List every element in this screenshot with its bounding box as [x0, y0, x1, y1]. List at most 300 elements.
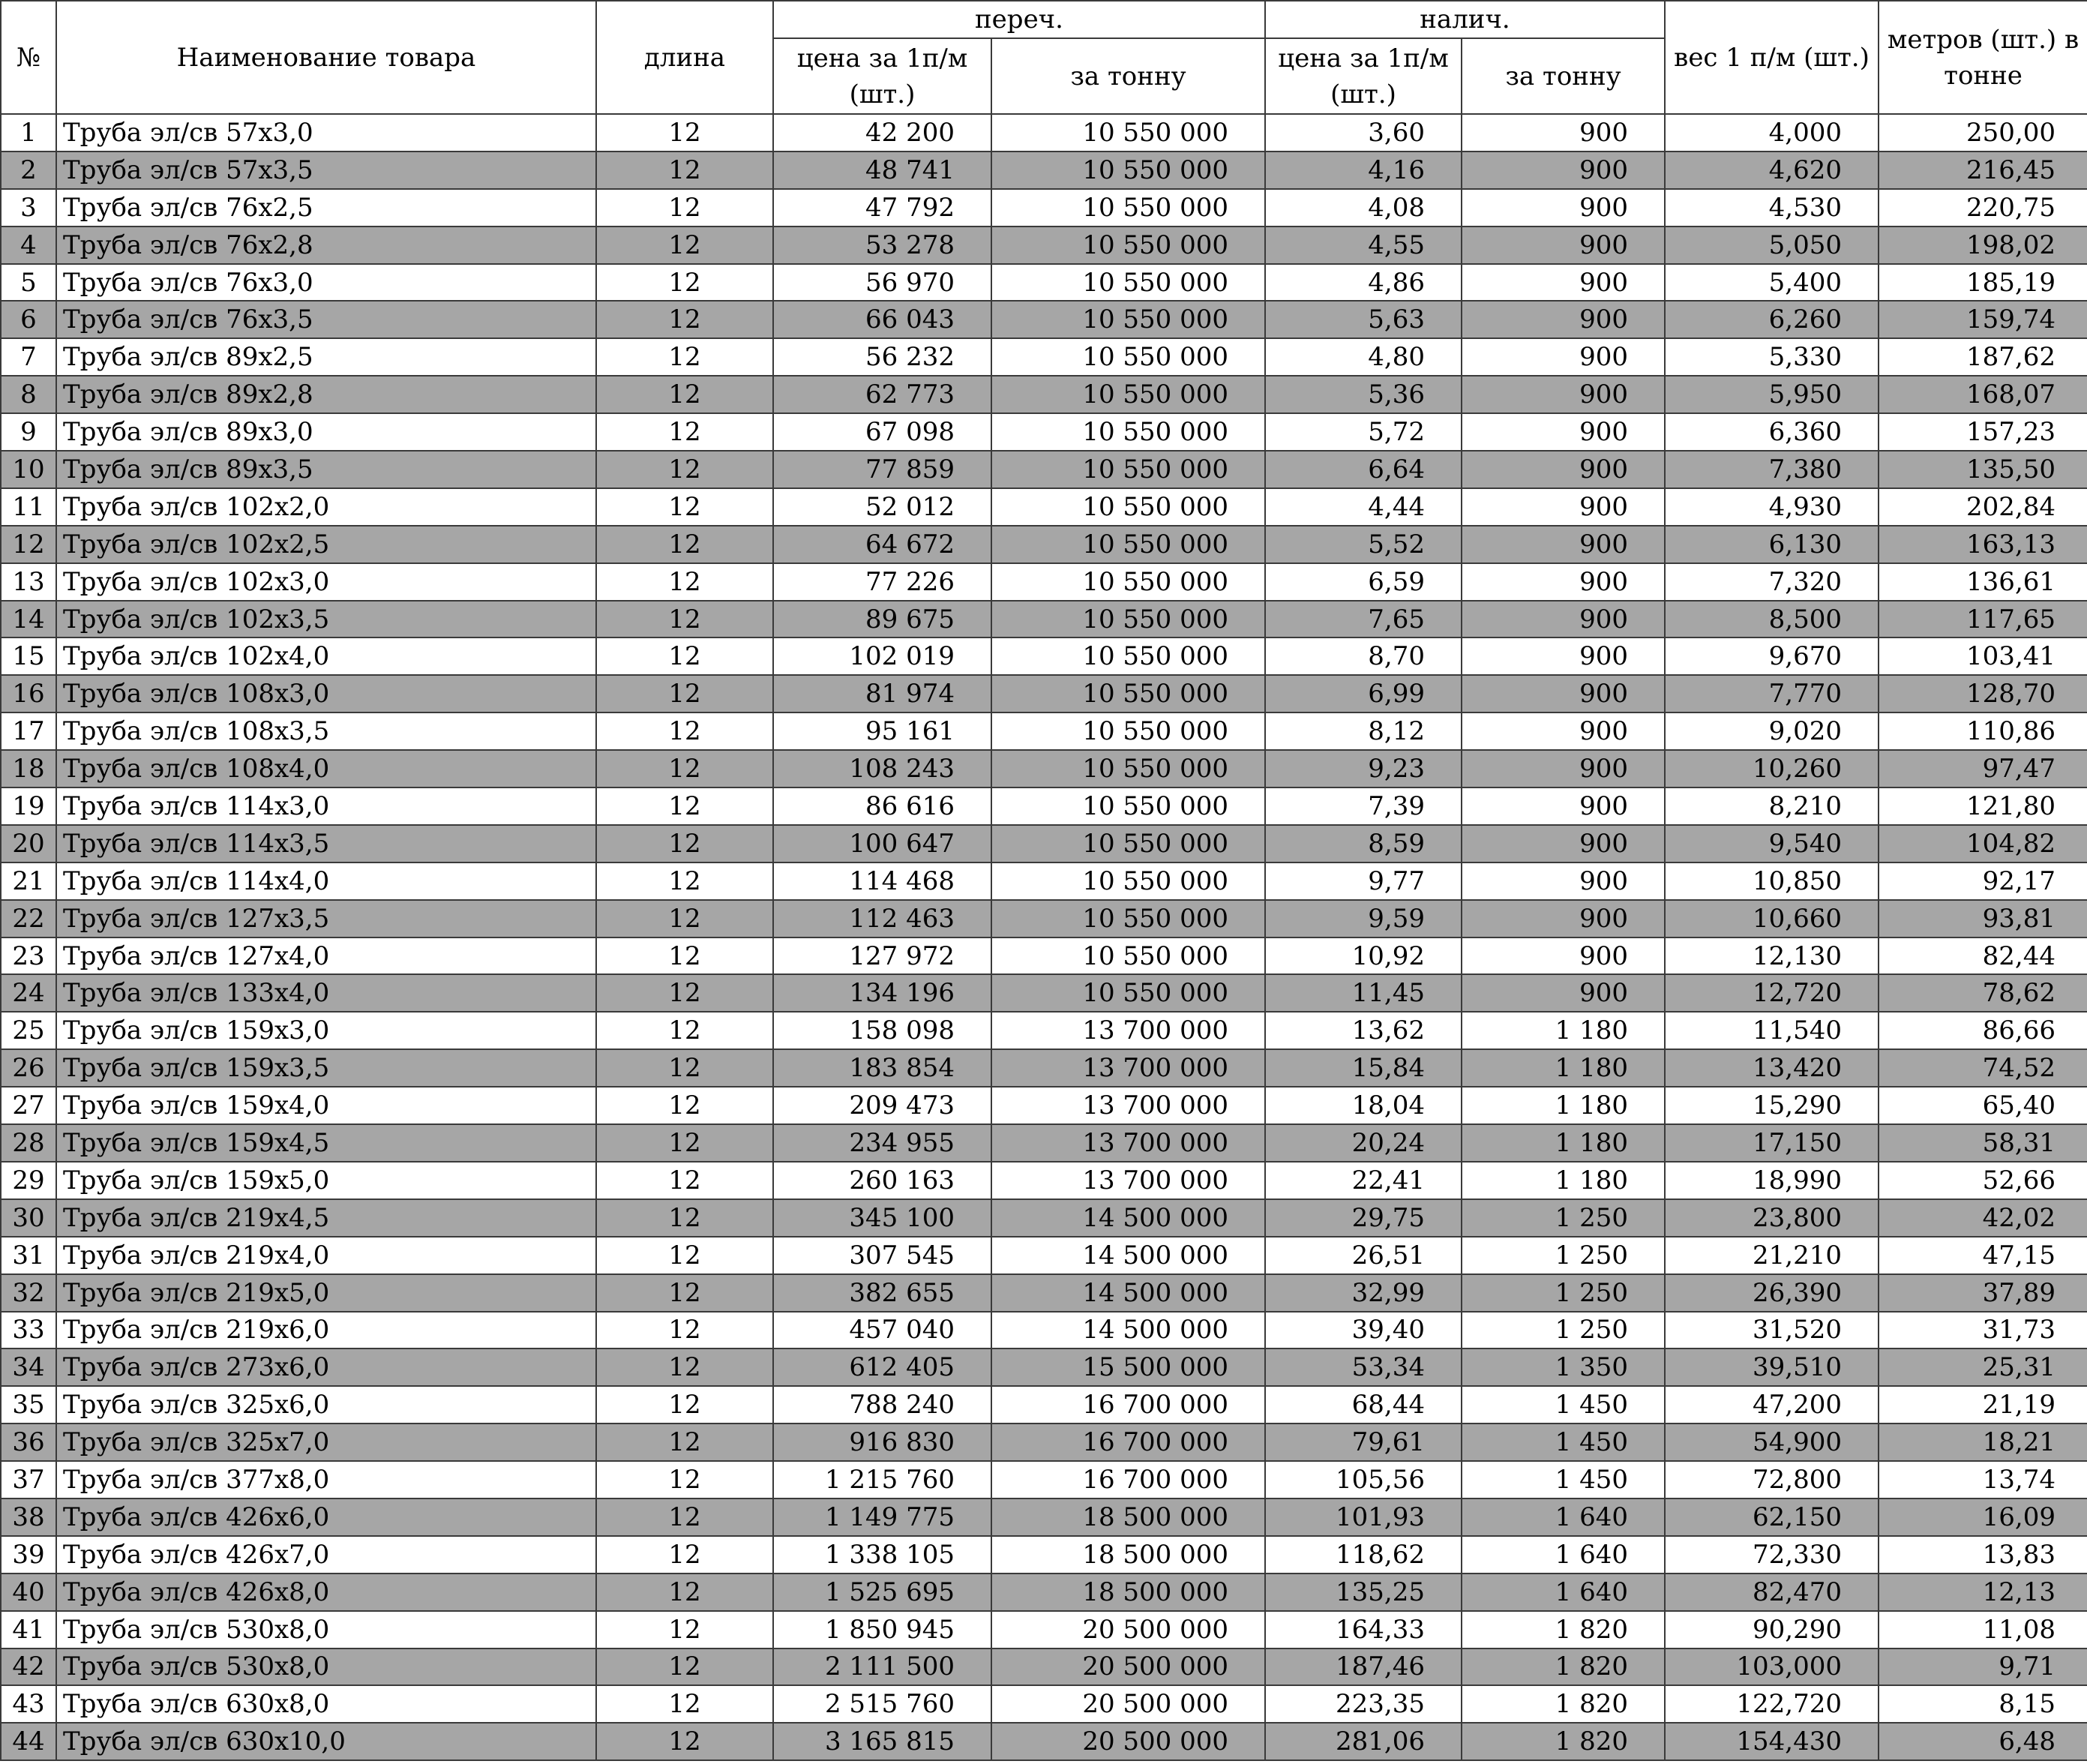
table-row [1, 1199, 2087, 1237]
cell-cash-price: 9,59 [1265, 900, 1462, 938]
cell-meters-per-ton: 136,61 [1879, 563, 2087, 601]
cell-num: 32 [1, 1274, 56, 1312]
cell-cash-ton: 900 [1462, 563, 1665, 601]
cell-num: 20 [1, 825, 56, 862]
cell-cash-price: 18,04 [1265, 1087, 1462, 1124]
header-name: Наименование товара [56, 1, 596, 114]
cell-name: Труба эл/св 159х3,5 [56, 1049, 596, 1087]
cell-name: Труба эл/св 630х10,0 [56, 1723, 596, 1760]
cell-num: 35 [1, 1386, 56, 1424]
cell-meters-per-ton: 135,50 [1879, 451, 2087, 488]
table-row [1, 1012, 2087, 1049]
cell-transfer-price: 56 232 [773, 338, 991, 376]
cell-meters-per-ton: 13,83 [1879, 1536, 2087, 1574]
cell-transfer-price: 108 243 [773, 750, 991, 788]
cell-transfer-price: 66 043 [773, 301, 991, 338]
cell-cash-price: 4,08 [1265, 189, 1462, 226]
cell-num: 29 [1, 1162, 56, 1199]
cell-weight: 122,720 [1665, 1685, 1879, 1723]
cell-cash-price: 4,44 [1265, 488, 1462, 526]
table-row [1, 413, 2087, 451]
cell-cash-price: 32,99 [1265, 1274, 1462, 1312]
cell-transfer-ton: 10 550 000 [991, 712, 1265, 750]
cell-length: 12 [596, 1199, 773, 1237]
cell-name: Труба эл/св 159х4,0 [56, 1087, 596, 1124]
cell-cash-ton: 1 640 [1462, 1574, 1665, 1611]
cell-weight: 12,720 [1665, 974, 1879, 1012]
cell-name: Труба эл/св 325х6,0 [56, 1386, 596, 1424]
cell-num: 27 [1, 1087, 56, 1124]
table-row [1, 152, 2087, 189]
cell-transfer-ton: 16 700 000 [991, 1424, 1265, 1461]
cell-transfer-price: 345 100 [773, 1199, 991, 1237]
cell-meters-per-ton: 104,82 [1879, 825, 2087, 862]
cell-transfer-price: 114 468 [773, 862, 991, 900]
cell-name: Труба эл/св 102х4,0 [56, 638, 596, 675]
cell-weight: 82,470 [1665, 1574, 1879, 1611]
cell-transfer-ton: 10 550 000 [991, 264, 1265, 302]
cell-num: 1 [1, 114, 56, 152]
cell-weight: 6,360 [1665, 413, 1879, 451]
cell-transfer-price: 3 165 815 [773, 1723, 991, 1760]
cell-weight: 9,670 [1665, 638, 1879, 675]
cell-transfer-price: 47 792 [773, 189, 991, 226]
cell-meters-per-ton: 18,21 [1879, 1424, 2087, 1461]
cell-transfer-price: 62 773 [773, 376, 991, 413]
cell-transfer-ton: 10 550 000 [991, 938, 1265, 975]
cell-transfer-ton: 13 700 000 [991, 1049, 1265, 1087]
table-row [1, 1274, 2087, 1312]
cell-transfer-price: 382 655 [773, 1274, 991, 1312]
cell-transfer-ton: 20 500 000 [991, 1723, 1265, 1760]
cell-cash-price: 8,12 [1265, 712, 1462, 750]
cell-transfer-price: 77 226 [773, 563, 991, 601]
cell-transfer-ton: 14 500 000 [991, 1237, 1265, 1274]
cell-cash-price: 5,63 [1265, 301, 1462, 338]
header-cash-ton: за тонну [1462, 38, 1665, 114]
cell-num: 36 [1, 1424, 56, 1461]
cell-cash-price: 4,16 [1265, 152, 1462, 189]
cell-cash-ton: 900 [1462, 974, 1665, 1012]
cell-cash-ton: 900 [1462, 900, 1665, 938]
cell-num: 28 [1, 1124, 56, 1162]
cell-cash-price: 79,61 [1265, 1424, 1462, 1461]
cell-cash-ton: 900 [1462, 938, 1665, 975]
cell-cash-ton: 900 [1462, 451, 1665, 488]
cell-cash-price: 9,77 [1265, 862, 1462, 900]
cell-cash-ton: 1 820 [1462, 1648, 1665, 1686]
table-row [1, 114, 2087, 152]
cell-length: 12 [596, 938, 773, 975]
cell-weight: 6,260 [1665, 301, 1879, 338]
cell-transfer-price: 183 854 [773, 1049, 991, 1087]
cell-transfer-price: 112 463 [773, 900, 991, 938]
cell-cash-price: 39,40 [1265, 1312, 1462, 1349]
table-row [1, 712, 2087, 750]
cell-num: 21 [1, 862, 56, 900]
cell-num: 3 [1, 189, 56, 226]
cell-transfer-price: 81 974 [773, 675, 991, 712]
cell-meters-per-ton: 163,13 [1879, 526, 2087, 563]
cell-cash-ton: 1 180 [1462, 1049, 1665, 1087]
cell-meters-per-ton: 13,74 [1879, 1461, 2087, 1498]
table-row [1, 1461, 2087, 1498]
cell-transfer-price: 612 405 [773, 1348, 991, 1386]
cell-num: 41 [1, 1611, 56, 1648]
cell-length: 12 [596, 563, 773, 601]
cell-cash-price: 7,65 [1265, 601, 1462, 638]
cell-transfer-ton: 10 550 000 [991, 376, 1265, 413]
cell-num: 11 [1, 488, 56, 526]
table-row [1, 938, 2087, 975]
cell-cash-price: 3,60 [1265, 114, 1462, 152]
cell-name: Труба эл/св 89х3,5 [56, 451, 596, 488]
cell-cash-price: 9,23 [1265, 750, 1462, 788]
cell-length: 12 [596, 1648, 773, 1686]
cell-num: 33 [1, 1312, 56, 1349]
cell-length: 12 [596, 1087, 773, 1124]
cell-transfer-price: 102 019 [773, 638, 991, 675]
cell-transfer-price: 48 741 [773, 152, 991, 189]
table-row [1, 601, 2087, 638]
cell-meters-per-ton: 117,65 [1879, 601, 2087, 638]
table-row [1, 1312, 2087, 1349]
table-row [1, 563, 2087, 601]
cell-num: 4 [1, 226, 56, 264]
cell-cash-ton: 900 [1462, 601, 1665, 638]
cell-meters-per-ton: 21,19 [1879, 1386, 2087, 1424]
cell-length: 12 [596, 1723, 773, 1760]
cell-name: Труба эл/св 127х4,0 [56, 938, 596, 975]
cell-weight: 7,380 [1665, 451, 1879, 488]
cell-length: 12 [596, 750, 773, 788]
cell-length: 12 [596, 1124, 773, 1162]
cell-meters-per-ton: 168,07 [1879, 376, 2087, 413]
cell-cash-price: 105,56 [1265, 1461, 1462, 1498]
cell-length: 12 [596, 152, 773, 189]
cell-cash-ton: 1 180 [1462, 1087, 1665, 1124]
cell-num: 2 [1, 152, 56, 189]
cell-name: Труба эл/св 102х3,5 [56, 601, 596, 638]
cell-meters-per-ton: 65,40 [1879, 1087, 2087, 1124]
cell-cash-price: 4,86 [1265, 264, 1462, 302]
cell-transfer-price: 64 672 [773, 526, 991, 563]
table-row [1, 264, 2087, 302]
cell-cash-price: 20,24 [1265, 1124, 1462, 1162]
cell-cash-ton: 900 [1462, 638, 1665, 675]
cell-weight: 4,530 [1665, 189, 1879, 226]
cell-transfer-ton: 16 700 000 [991, 1461, 1265, 1498]
cell-cash-price: 4,80 [1265, 338, 1462, 376]
cell-weight: 21,210 [1665, 1237, 1879, 1274]
cell-cash-price: 6,59 [1265, 563, 1462, 601]
cell-cash-ton: 900 [1462, 226, 1665, 264]
cell-meters-per-ton: 58,31 [1879, 1124, 2087, 1162]
cell-cash-ton: 900 [1462, 413, 1665, 451]
cell-cash-ton: 900 [1462, 526, 1665, 563]
cell-name: Труба эл/св 630х8,0 [56, 1685, 596, 1723]
cell-meters-per-ton: 8,15 [1879, 1685, 2087, 1723]
cell-num: 44 [1, 1723, 56, 1760]
cell-transfer-ton: 13 700 000 [991, 1162, 1265, 1199]
cell-meters-per-ton: 128,70 [1879, 675, 2087, 712]
cell-cash-price: 101,93 [1265, 1498, 1462, 1536]
cell-transfer-ton: 20 500 000 [991, 1685, 1265, 1723]
cell-name: Труба эл/св 89х2,8 [56, 376, 596, 413]
table-row [1, 750, 2087, 788]
cell-transfer-price: 1 149 775 [773, 1498, 991, 1536]
cell-transfer-ton: 10 550 000 [991, 152, 1265, 189]
cell-name: Труба эл/св 114х3,5 [56, 825, 596, 862]
cell-cash-price: 6,99 [1265, 675, 1462, 712]
cell-transfer-ton: 20 500 000 [991, 1648, 1265, 1686]
cell-cash-ton: 900 [1462, 189, 1665, 226]
cell-weight: 6,130 [1665, 526, 1879, 563]
cell-name: Труба эл/св 57х3,0 [56, 114, 596, 152]
cell-transfer-ton: 10 550 000 [991, 114, 1265, 152]
cell-num: 6 [1, 301, 56, 338]
cell-name: Труба эл/св 159х4,5 [56, 1124, 596, 1162]
table-row [1, 338, 2087, 376]
cell-name: Труба эл/св 102х2,5 [56, 526, 596, 563]
cell-num: 9 [1, 413, 56, 451]
cell-length: 12 [596, 376, 773, 413]
cell-meters-per-ton: 47,15 [1879, 1237, 2087, 1274]
cell-num: 23 [1, 938, 56, 975]
cell-num: 7 [1, 338, 56, 376]
table-row [1, 1498, 2087, 1536]
cell-transfer-ton: 10 550 000 [991, 226, 1265, 264]
cell-length: 12 [596, 1348, 773, 1386]
cell-transfer-price: 100 647 [773, 825, 991, 862]
cell-length: 12 [596, 1274, 773, 1312]
cell-cash-price: 5,52 [1265, 526, 1462, 563]
cell-cash-ton: 900 [1462, 862, 1665, 900]
table-row [1, 825, 2087, 862]
cell-transfer-ton: 15 500 000 [991, 1348, 1265, 1386]
cell-cash-ton: 900 [1462, 376, 1665, 413]
cell-meters-per-ton: 185,19 [1879, 264, 2087, 302]
table-row [1, 1723, 2087, 1760]
cell-cash-price: 53,34 [1265, 1348, 1462, 1386]
header-num: № [1, 1, 56, 114]
cell-num: 16 [1, 675, 56, 712]
cell-num: 22 [1, 900, 56, 938]
cell-cash-price: 164,33 [1265, 1611, 1462, 1648]
cell-weight: 62,150 [1665, 1498, 1879, 1536]
cell-transfer-ton: 10 550 000 [991, 526, 1265, 563]
cell-cash-ton: 900 [1462, 114, 1665, 152]
cell-meters-per-ton: 11,08 [1879, 1611, 2087, 1648]
cell-weight: 5,400 [1665, 264, 1879, 302]
cell-cash-price: 68,44 [1265, 1386, 1462, 1424]
cell-transfer-ton: 10 550 000 [991, 563, 1265, 601]
cell-length: 12 [596, 338, 773, 376]
cell-cash-price: 7,39 [1265, 788, 1462, 825]
cell-length: 12 [596, 900, 773, 938]
cell-name: Труба эл/св 102х2,0 [56, 488, 596, 526]
cell-transfer-price: 209 473 [773, 1087, 991, 1124]
cell-num: 25 [1, 1012, 56, 1049]
cell-cash-ton: 1 450 [1462, 1424, 1665, 1461]
table-row [1, 1162, 2087, 1199]
cell-transfer-price: 307 545 [773, 1237, 991, 1274]
table-row [1, 862, 2087, 900]
cell-meters-per-ton: 250,00 [1879, 114, 2087, 152]
cell-transfer-price: 158 098 [773, 1012, 991, 1049]
cell-transfer-ton: 18 500 000 [991, 1536, 1265, 1574]
cell-name: Труба эл/св 76х2,8 [56, 226, 596, 264]
cell-cash-ton: 900 [1462, 788, 1665, 825]
cell-num: 14 [1, 601, 56, 638]
cell-transfer-price: 134 196 [773, 974, 991, 1012]
cell-transfer-ton: 10 550 000 [991, 974, 1265, 1012]
cell-weight: 54,900 [1665, 1424, 1879, 1461]
table-row [1, 526, 2087, 563]
cell-meters-per-ton: 74,52 [1879, 1049, 2087, 1087]
cell-transfer-ton: 10 550 000 [991, 788, 1265, 825]
cell-transfer-price: 67 098 [773, 413, 991, 451]
header-meters-per-ton: метров (шт.) в тонне [1879, 1, 2087, 114]
cell-num: 5 [1, 264, 56, 302]
table-row [1, 1348, 2087, 1386]
cell-transfer-price: 89 675 [773, 601, 991, 638]
table-row [1, 376, 2087, 413]
cell-weight: 10,660 [1665, 900, 1879, 938]
cell-length: 12 [596, 1574, 773, 1611]
table-row [1, 1424, 2087, 1461]
cell-meters-per-ton: 92,17 [1879, 862, 2087, 900]
cell-length: 12 [596, 451, 773, 488]
table-row [1, 226, 2087, 264]
cell-length: 12 [596, 1611, 773, 1648]
table-row [1, 301, 2087, 338]
table-row [1, 638, 2087, 675]
cell-meters-per-ton: 37,89 [1879, 1274, 2087, 1312]
cell-cash-price: 5,72 [1265, 413, 1462, 451]
cell-cash-ton: 1 180 [1462, 1012, 1665, 1049]
cell-meters-per-ton: 198,02 [1879, 226, 2087, 264]
cell-cash-ton: 1 250 [1462, 1312, 1665, 1349]
cell-weight: 154,430 [1665, 1723, 1879, 1760]
cell-cash-ton: 1 250 [1462, 1274, 1665, 1312]
cell-transfer-price: 1 525 695 [773, 1574, 991, 1611]
cell-length: 12 [596, 601, 773, 638]
cell-transfer-price: 53 278 [773, 226, 991, 264]
cell-meters-per-ton: 220,75 [1879, 189, 2087, 226]
cell-weight: 8,500 [1665, 601, 1879, 638]
cell-transfer-price: 1 850 945 [773, 1611, 991, 1648]
cell-name: Труба эл/св 89х3,0 [56, 413, 596, 451]
table-row [1, 1049, 2087, 1087]
header-weight: вес 1 п/м (шт.) [1665, 1, 1879, 114]
cell-weight: 26,390 [1665, 1274, 1879, 1312]
cell-transfer-ton: 10 550 000 [991, 601, 1265, 638]
cell-transfer-price: 95 161 [773, 712, 991, 750]
cell-transfer-ton: 18 500 000 [991, 1498, 1265, 1536]
table-row [1, 1685, 2087, 1723]
cell-meters-per-ton: 97,47 [1879, 750, 2087, 788]
cell-cash-ton: 1 450 [1462, 1461, 1665, 1498]
cell-cash-ton: 900 [1462, 675, 1665, 712]
cell-transfer-ton: 10 550 000 [991, 675, 1265, 712]
cell-weight: 47,200 [1665, 1386, 1879, 1424]
cell-name: Труба эл/св 426х6,0 [56, 1498, 596, 1536]
cell-cash-price: 281,06 [1265, 1723, 1462, 1760]
cell-transfer-price: 86 616 [773, 788, 991, 825]
cell-transfer-price: 77 859 [773, 451, 991, 488]
cell-num: 40 [1, 1574, 56, 1611]
cell-cash-price: 26,51 [1265, 1237, 1462, 1274]
table-row [1, 1237, 2087, 1274]
cell-meters-per-ton: 121,80 [1879, 788, 2087, 825]
cell-weight: 17,150 [1665, 1124, 1879, 1162]
cell-weight: 10,850 [1665, 862, 1879, 900]
cell-cash-ton: 1 820 [1462, 1611, 1665, 1648]
cell-num: 31 [1, 1237, 56, 1274]
table-row [1, 488, 2087, 526]
cell-length: 12 [596, 1498, 773, 1536]
cell-weight: 5,330 [1665, 338, 1879, 376]
cell-weight: 13,420 [1665, 1049, 1879, 1087]
cell-num: 8 [1, 376, 56, 413]
cell-length: 12 [596, 712, 773, 750]
cell-length: 12 [596, 1424, 773, 1461]
cell-transfer-ton: 10 550 000 [991, 413, 1265, 451]
cell-transfer-price: 788 240 [773, 1386, 991, 1424]
cell-transfer-price: 52 012 [773, 488, 991, 526]
cell-cash-price: 29,75 [1265, 1199, 1462, 1237]
cell-cash-ton: 1 250 [1462, 1199, 1665, 1237]
cell-transfer-price: 1 338 105 [773, 1536, 991, 1574]
cell-meters-per-ton: 16,09 [1879, 1498, 2087, 1536]
cell-transfer-ton: 10 550 000 [991, 900, 1265, 938]
cell-cash-ton: 900 [1462, 712, 1665, 750]
cell-cash-ton: 900 [1462, 301, 1665, 338]
cell-name: Труба эл/св 108х3,0 [56, 675, 596, 712]
header-transfer-group: переч. [773, 1, 1265, 38]
cell-name: Труба эл/св 159х5,0 [56, 1162, 596, 1199]
cell-transfer-ton: 10 550 000 [991, 862, 1265, 900]
cell-num: 26 [1, 1049, 56, 1087]
cell-meters-per-ton: 103,41 [1879, 638, 2087, 675]
cell-num: 19 [1, 788, 56, 825]
cell-cash-ton: 900 [1462, 488, 1665, 526]
cell-weight: 11,540 [1665, 1012, 1879, 1049]
cell-weight: 9,540 [1665, 825, 1879, 862]
table-header [1, 1, 2087, 114]
table-row [1, 974, 2087, 1012]
cell-meters-per-ton: 42,02 [1879, 1199, 2087, 1237]
cell-transfer-price: 260 163 [773, 1162, 991, 1199]
cell-length: 12 [596, 301, 773, 338]
cell-transfer-price: 2 111 500 [773, 1648, 991, 1686]
cell-cash-ton: 1 250 [1462, 1237, 1665, 1274]
cell-name: Труба эл/св 57х3,5 [56, 152, 596, 189]
cell-length: 12 [596, 413, 773, 451]
cell-num: 13 [1, 563, 56, 601]
cell-name: Труба эл/св 219х5,0 [56, 1274, 596, 1312]
cell-meters-per-ton: 93,81 [1879, 900, 2087, 938]
cell-cash-ton: 900 [1462, 338, 1665, 376]
cell-meters-per-ton: 12,13 [1879, 1574, 2087, 1611]
table-row [1, 189, 2087, 226]
cell-meters-per-ton: 9,71 [1879, 1648, 2087, 1686]
cell-name: Труба эл/св 127х3,5 [56, 900, 596, 938]
cell-weight: 10,260 [1665, 750, 1879, 788]
header-transfer-price: цена за 1п/м (шт.) [773, 38, 991, 114]
cell-cash-ton: 1 820 [1462, 1685, 1665, 1723]
